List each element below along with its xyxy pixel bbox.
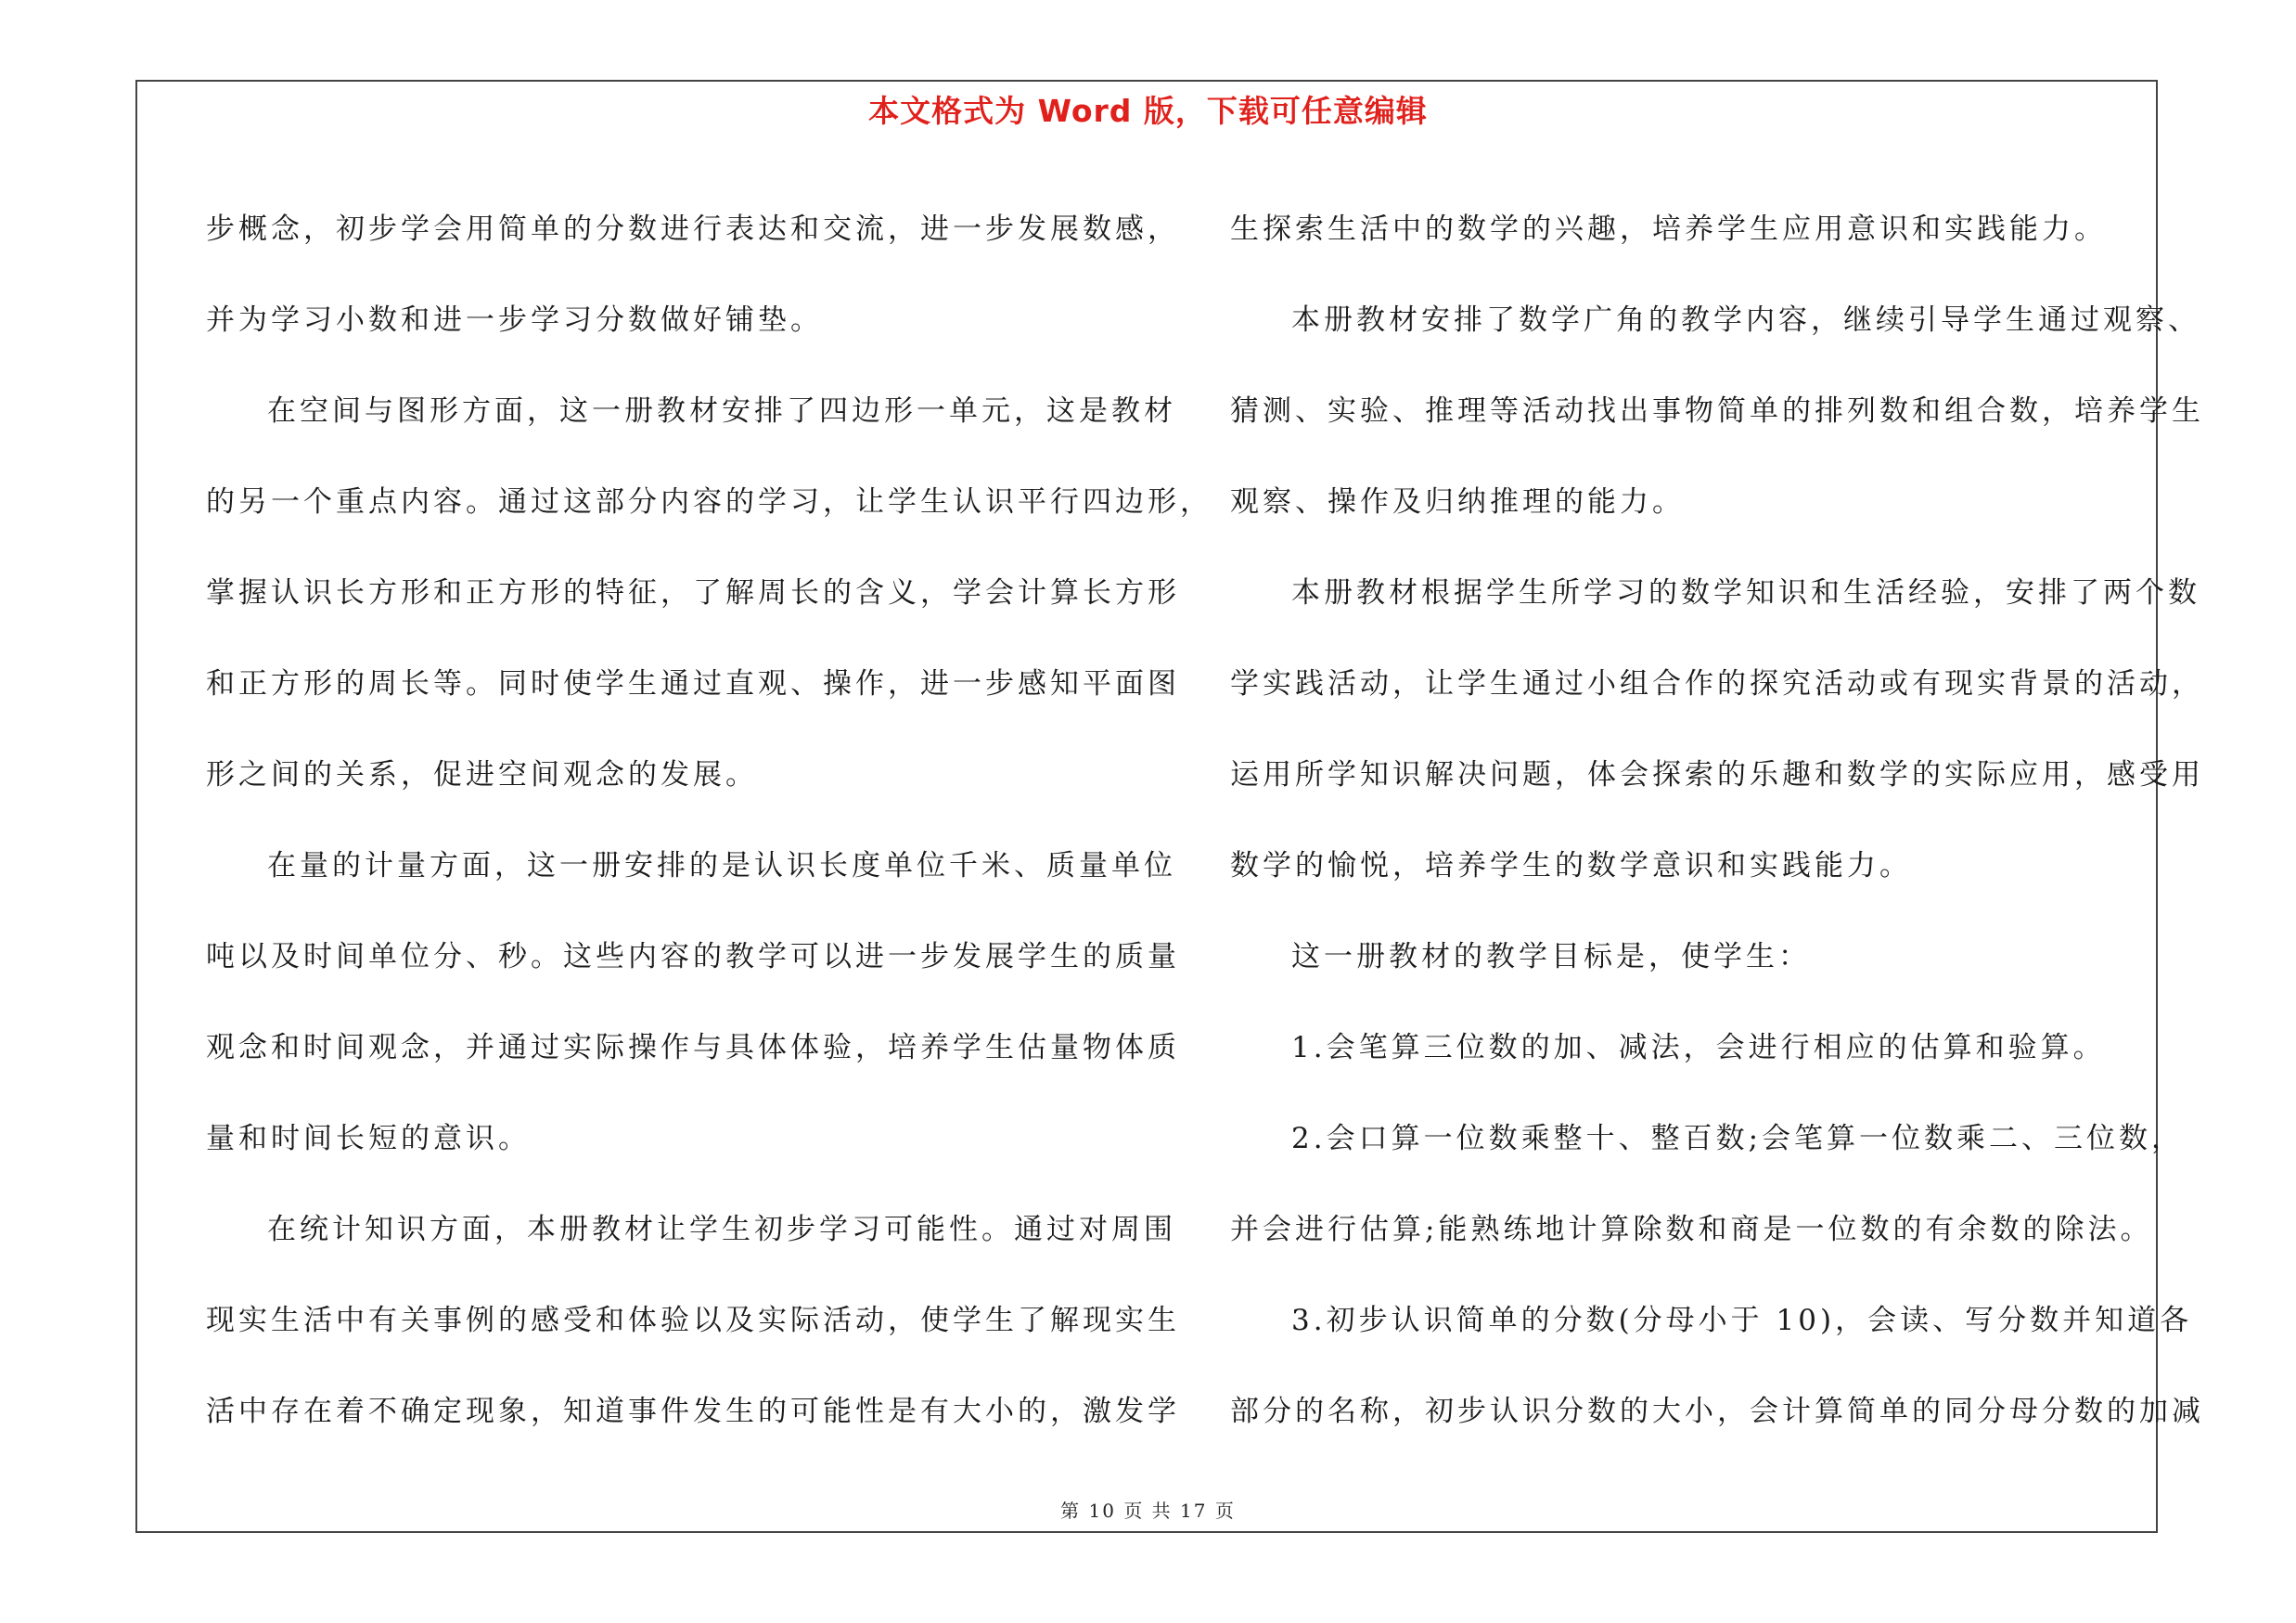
page-number-footer: 第 10 页 共 17 页	[1060, 1500, 1236, 1522]
text-line: 3.初步认识简单的分数(分母小于 10)，会读、写分数并知道各	[1291, 1304, 2193, 1337]
text-line: 和正方形的周长等。同时使学生通过直观、操作，进一步感知平面图	[206, 667, 1180, 701]
right-text-column	[1230, 184, 2204, 1457]
left-text-column	[206, 184, 1212, 1457]
text-line: 部分的名称，初步认识分数的大小，会计算简单的同分母分数的加减	[1230, 1395, 2204, 1428]
text-line: 2.会口算一位数乘整十、整百数;会笔算一位数乘二、三位数，	[1291, 1122, 2185, 1155]
text-line: 的另一个重点内容。通过这部分内容的学习，让学生认识平行四边形，	[206, 485, 1212, 519]
text-line: 观察、操作及归纳推理的能力。	[1230, 485, 1685, 519]
text-line: 数学的愉悦，培养学生的数学意识和实践能力。	[1230, 849, 1912, 882]
text-line: 并会进行估算;能熟练地计算除数和商是一位数的有余数的除法。	[1230, 1213, 2153, 1246]
text-line: 生探索生活中的数学的兴趣，培养学生应用意识和实践能力。	[1230, 213, 2107, 246]
text-line: 本册教材安排了数学广角的教学内容，继续引导学生通过观察、	[1291, 303, 2200, 337]
text-line: 1.会笔算三位数的加、减法，会进行相应的估算和验算。	[1291, 1031, 2106, 1064]
text-line: 运用所学知识解决问题，体会探索的乐趣和数学的实际应用，感受用	[1230, 758, 2204, 792]
text-line: 吨以及时间单位分、秒。这些内容的教学可以进一步发展学生的质量	[206, 940, 1180, 973]
text-line: 量和时间长短的意识。	[206, 1122, 531, 1155]
text-line: 现实生活中有关事例的感受和体验以及实际活动，使学生了解现实生	[206, 1304, 1180, 1337]
text-line: 本册教材根据学生所学习的数学知识和生活经验，安排了两个数	[1291, 576, 2200, 610]
text-line: 猜测、实验、推理等活动找出事物简单的排列数和组合数，培养学生	[1230, 394, 2204, 428]
text-line: 学实践活动，让学生通过小组合作的探究活动或有现实背景的活动，	[1230, 667, 2204, 701]
text-line: 步概念，初步学会用简单的分数进行表达和交流，进一步发展数感，	[206, 213, 1180, 246]
text-line: 并为学习小数和进一步学习分数做好铺垫。	[206, 303, 823, 337]
text-line: 观念和时间观念，并通过实际操作与具体体验，培养学生估量物体质	[206, 1031, 1180, 1064]
format-banner: 本文格式为 Word 版，下载可任意编辑	[868, 93, 1428, 129]
text-line: 在量的计量方面，这一册安排的是认识长度单位千米、质量单位	[267, 849, 1176, 882]
text-line: 在空间与图形方面，这一册教材安排了四边形一单元，这是教材	[267, 394, 1176, 428]
text-line: 这一册教材的教学目标是，使学生：	[1291, 940, 1811, 973]
text-line: 掌握认识长方形和正方形的特征，了解周长的含义，学会计算长方形	[206, 576, 1180, 610]
text-line: 活中存在着不确定现象，知道事件发生的可能性是有大小的，激发学	[206, 1395, 1180, 1428]
text-line: 形之间的关系，促进空间观念的发展。	[206, 758, 758, 792]
text-line: 在统计知识方面，本册教材让学生初步学习可能性。通过对周围	[267, 1213, 1176, 1246]
